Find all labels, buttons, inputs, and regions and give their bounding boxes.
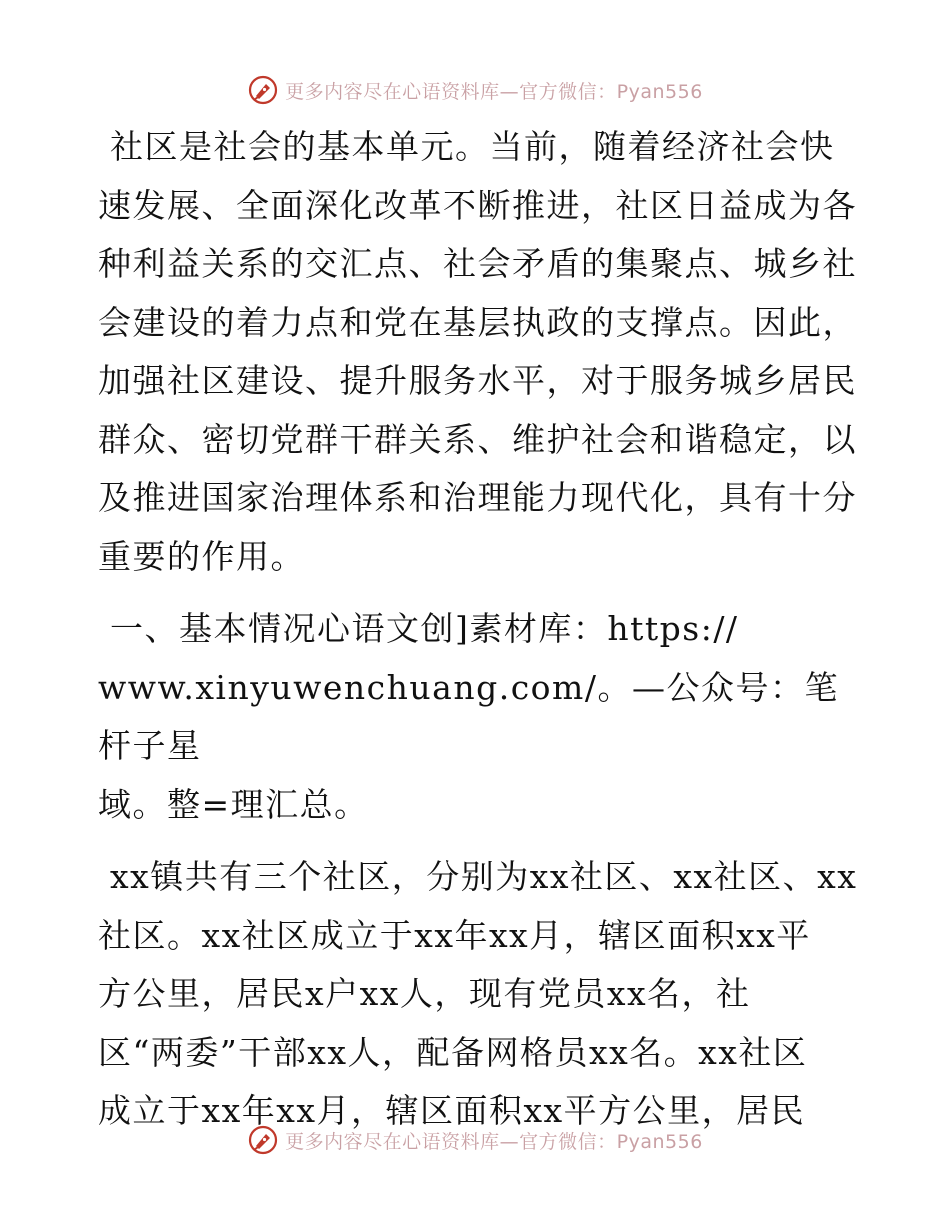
text-line: 成立于xx年xx月，辖区面积xx平方公里，居民 bbox=[98, 1091, 806, 1130]
header-banner bbox=[0, 70, 950, 110]
text-line: 方公里，居民x户xx人，现有党员xx名，社 bbox=[98, 974, 751, 1013]
text-line: 速发展、全面深化改革不断推进，社区日益成为各 bbox=[98, 185, 857, 225]
text-line: 区“两委”干部xx人，配备网格员xx名。xx社区 bbox=[98, 1032, 808, 1072]
paragraph-intro bbox=[98, 118, 858, 586]
pen-nib-logo-icon bbox=[247, 74, 279, 106]
pen-nib-logo-icon bbox=[247, 1124, 279, 1156]
text-line: 群众、密切党群干群关系、维护社会和谐稳定，以 bbox=[98, 419, 857, 459]
text-line: 及推进国家治理体系和治理能力现代化，具有十分 bbox=[98, 478, 857, 517]
text-line: 社区是社会的基本单元。当前，随着经济社会快 bbox=[98, 127, 835, 166]
text-line: 重要的作用。 bbox=[98, 536, 305, 576]
text-line: 一、基本情况心语文创]素材库：https:// bbox=[98, 609, 739, 648]
text-line: 种利益关系的交汇点、社会矛盾的集聚点、城乡社 bbox=[98, 244, 857, 283]
paragraph-basic-info bbox=[98, 848, 858, 1141]
paragraph-section-heading bbox=[98, 600, 858, 834]
text-line: 加强社区建设、提升服务水平，对于服务城乡居民 bbox=[98, 361, 857, 400]
footer-banner-text: 更多内容尽在心语资料库—官方微信：Pyan556 bbox=[285, 1130, 703, 1153]
text-line: 社区。xx社区成立于xx年xx月，辖区面积xx平 bbox=[98, 915, 811, 955]
header-banner-text: 更多内容尽在心语资料库—官方微信：Pyan556 bbox=[285, 80, 703, 103]
text-line: www.xinyuwenchuang.com/。—公众号：笔杆子星 bbox=[98, 667, 839, 765]
text-line: 会建设的着力点和党在基层执政的支撑点。因此， bbox=[98, 302, 857, 342]
document-body bbox=[98, 118, 858, 1141]
text-line: 域。整=理汇总。 bbox=[98, 784, 369, 824]
text-line: xx镇共有三个社区，分别为xx社区、xx社区、xx bbox=[98, 857, 858, 896]
footer-banner bbox=[0, 1120, 950, 1160]
